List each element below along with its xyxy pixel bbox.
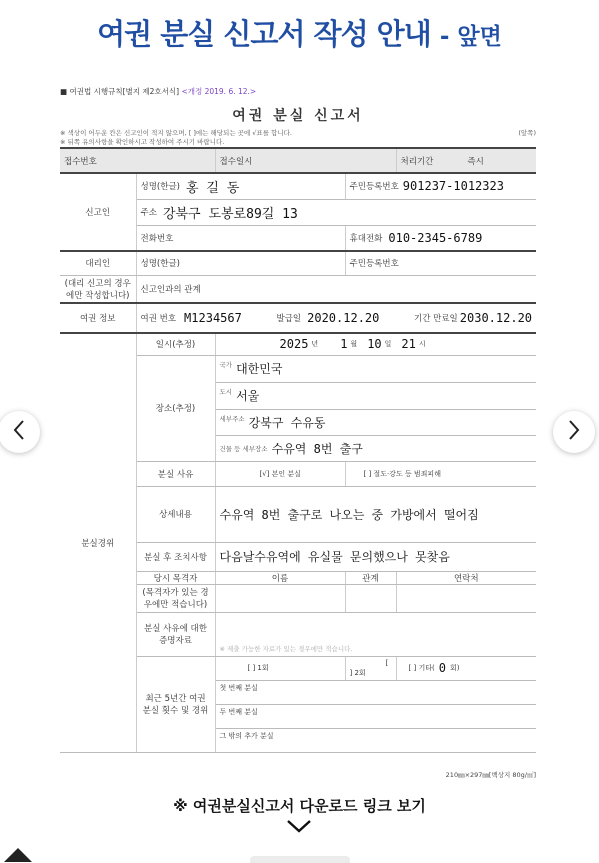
history-second-cell[interactable] xyxy=(215,704,536,728)
history-option-2-text: [ ] 2회 xyxy=(349,659,389,677)
passport-number-label: 여권 번호 xyxy=(140,314,177,324)
page-title-main: 여권 분실 신고서 작성 안내 xyxy=(97,17,431,51)
agent-name-cell[interactable] xyxy=(136,251,345,275)
reporter-name-cell[interactable] xyxy=(136,173,345,199)
note-1: ※ 색상이 어두운 칸은 신고인이 적지 않으며, [ ]에는 해당되는 곳에 √표를 합니다. xyxy=(60,129,292,137)
reporter-mobile-label: 휴대전화 xyxy=(349,233,383,244)
history-first-cell[interactable] xyxy=(215,680,536,704)
loss-detail-cell[interactable] xyxy=(215,486,536,542)
loss-month-unit: 월 xyxy=(350,340,358,349)
loss-action-value: 다음날수유역에 유실물 문의했으나 못찾음 xyxy=(219,550,450,564)
loss-city-cell[interactable] xyxy=(215,382,536,409)
reporter-mobile-cell[interactable] xyxy=(345,225,536,251)
paper-size: 210㎜×297㎜[백상지 80g/㎡] xyxy=(445,771,536,779)
history-option-1-text: [ ] 1회 xyxy=(247,664,269,672)
expiry-date: 2030.12.20 xyxy=(459,311,533,325)
receipt-row xyxy=(60,148,536,173)
history-option-other-post: 회) xyxy=(449,664,460,672)
loss-address-cell[interactable] xyxy=(215,409,536,435)
reporter-rrn-label: 주민등록번호 xyxy=(349,182,399,193)
witness-note: (목격자가 있는 경우에만 적습니다) xyxy=(136,584,215,612)
reporter-address-cell[interactable] xyxy=(136,199,536,225)
next-slide-button[interactable] xyxy=(553,411,595,453)
reporter-section-label: 신고인 xyxy=(60,173,136,251)
download-link[interactable]: ※ 여권분실신고서 다운로드 링크 보기 xyxy=(173,797,426,815)
reporter-name-row xyxy=(60,173,536,199)
country-label: 국가 xyxy=(219,361,233,369)
scroll-top-icon[interactable] xyxy=(4,848,32,862)
history-option-other[interactable] xyxy=(396,656,536,680)
form-table xyxy=(60,147,536,753)
city-label: 도시 xyxy=(219,388,233,396)
chevron-left-icon xyxy=(12,419,26,445)
loss-month: 1 xyxy=(340,337,348,352)
passport-info-cell[interactable] xyxy=(136,303,536,333)
prev-slide-button[interactable] xyxy=(0,411,40,453)
law-revision: <개정 2019. 6. 12.> xyxy=(181,87,257,96)
history-option-other-value: 0 xyxy=(438,661,446,675)
loss-action-label: 분실 후 조치사항 xyxy=(136,542,215,571)
agent-rrn-cell[interactable] xyxy=(345,251,536,275)
city-value: 서울 xyxy=(236,389,260,403)
witness-label: 당시 목격자 xyxy=(136,571,215,584)
country-value: 대한민국 xyxy=(236,362,283,376)
agent-name-label: 성명(한글) xyxy=(140,259,180,270)
history-second-label: 두 번째 분실 xyxy=(219,707,258,716)
reporter-name: 홍 길 동 xyxy=(185,180,240,196)
reporter-address-label: 주소 xyxy=(140,208,157,218)
witness-contact-header: 연락처 xyxy=(396,571,536,584)
passport-info-row xyxy=(60,303,536,333)
form-title: 여권 분실 신고서 xyxy=(232,108,364,124)
history-option-other-pre: [ ] 기타( xyxy=(408,664,435,672)
receipt-date: 접수일시 xyxy=(215,148,396,173)
chevron-right-icon xyxy=(567,419,581,445)
reporter-address: 강북구 도봉로89길 13 xyxy=(162,206,298,222)
side-label: (앞쪽) xyxy=(518,129,536,137)
evidence-cell[interactable] xyxy=(215,612,536,656)
issue-date: 2020.12.20 xyxy=(307,311,380,325)
agent-section-label: 대리인 xyxy=(60,251,136,275)
agent-relation-row xyxy=(60,275,536,303)
reporter-rrn: 901237-1012323 xyxy=(402,179,504,194)
loss-country-cell[interactable] xyxy=(215,355,536,382)
loss-reason-label: 분실 사유 xyxy=(136,461,215,486)
agent-note: (대리 신고의 경우 에만 작성합니다) xyxy=(60,275,136,303)
note-2: ※ 뒤쪽 유의사항을 확인하시고 작성하여 주시기 바랍니다. xyxy=(60,138,225,146)
witness-name-input[interactable] xyxy=(215,584,345,612)
history-option-1[interactable] xyxy=(215,656,345,680)
processing-period xyxy=(396,148,536,173)
loss-datetime-label: 일시(추정) xyxy=(136,333,215,355)
loss-day: 10 xyxy=(367,337,382,352)
loss-day-unit: 일 xyxy=(384,340,392,349)
loss-datetime-cell[interactable] xyxy=(215,333,536,355)
passport-loss-form xyxy=(60,86,536,753)
evidence-note: ※ 제출 가능한 자료가 있는 경우에만 적습니다. xyxy=(219,644,353,653)
agent-rrn-label: 주민등록번호 xyxy=(349,259,399,270)
building-value: 수유역 8번 출구 xyxy=(271,441,363,456)
reporter-phone-cell[interactable] xyxy=(136,225,345,251)
evidence-label: 분실 사유에 대한 증명자료 xyxy=(136,612,215,656)
law-reference xyxy=(60,86,536,97)
loss-hour: 21 xyxy=(401,337,416,352)
reporter-rrn-cell[interactable] xyxy=(345,173,536,199)
loss-detail-value: 수유역 8번 출구로 나오는 중 가방에서 떨어짐 xyxy=(219,507,479,522)
receipt-number: 접수번호 xyxy=(60,148,215,173)
loss-place-label: 장소(추정) xyxy=(136,355,215,461)
reason-option-crime-text: [ ] 절도·강도 등 범죄피해 xyxy=(363,469,441,478)
processing-period-value: 즉시 xyxy=(467,156,484,167)
expiry-date-label: 기간 만료일 xyxy=(414,314,458,324)
passport-section-label: 여권 정보 xyxy=(60,303,136,333)
witness-relation-header: 관계 xyxy=(345,571,396,584)
agent-name-row xyxy=(60,251,536,275)
loss-section-label: 분실경위 xyxy=(60,333,136,752)
issue-date-label: 발급일 xyxy=(276,314,302,324)
witness-name-header: 이름 xyxy=(215,571,345,584)
loss-detail-label: 상세내용 xyxy=(136,486,215,542)
detail-addr-label: 세부주소 xyxy=(219,414,245,423)
chevron-down-icon[interactable] xyxy=(286,816,312,836)
history-other-cell[interactable] xyxy=(215,728,536,752)
loss-datetime-row xyxy=(60,333,536,355)
agent-relation-label: 신고인과의 관계 xyxy=(140,284,201,295)
loss-year-unit: 년 xyxy=(311,340,319,349)
witness-relation-input[interactable] xyxy=(345,584,396,612)
history-option-2[interactable] xyxy=(345,656,396,680)
passport-number: M1234567 xyxy=(184,311,242,325)
building-label: 건물 등 세부장소 xyxy=(219,444,268,453)
reporter-name-label: 성명(한글) xyxy=(140,182,180,193)
detail-addr-value: 강북구 수유동 xyxy=(248,415,326,430)
witness-contact-input[interactable] xyxy=(396,584,536,612)
reporter-phone-label: 전화번호 xyxy=(140,233,174,244)
agent-relation-cell[interactable] xyxy=(136,275,536,303)
history-label: 최근 5년간 여권 분실 횟수 및 경위 xyxy=(136,656,215,752)
history-first-label: 첫 번째 분실 xyxy=(219,683,258,692)
form-notes xyxy=(60,129,536,147)
page-title xyxy=(0,12,599,53)
law-line: ■ 여권법 시행규칙[별지 제2호서식] xyxy=(60,87,180,96)
page-title-sub: - 앞면 xyxy=(439,24,502,50)
bottom-bar xyxy=(250,856,350,863)
history-other-label: 그 밖의 추가 분실 xyxy=(219,731,274,740)
loss-year: 2025 xyxy=(279,337,309,352)
reason-option-self-text: [√] 본인 분실 xyxy=(259,469,301,478)
reason-option-self[interactable] xyxy=(215,461,345,486)
loss-action-cell[interactable] xyxy=(215,542,536,571)
reason-option-crime[interactable] xyxy=(345,461,536,486)
reporter-mobile: 010-2345-6789 xyxy=(388,230,483,245)
loss-hour-unit: 시 xyxy=(418,340,426,349)
loss-building-cell[interactable] xyxy=(215,435,536,461)
processing-period-label: 처리기간 xyxy=(400,156,434,167)
